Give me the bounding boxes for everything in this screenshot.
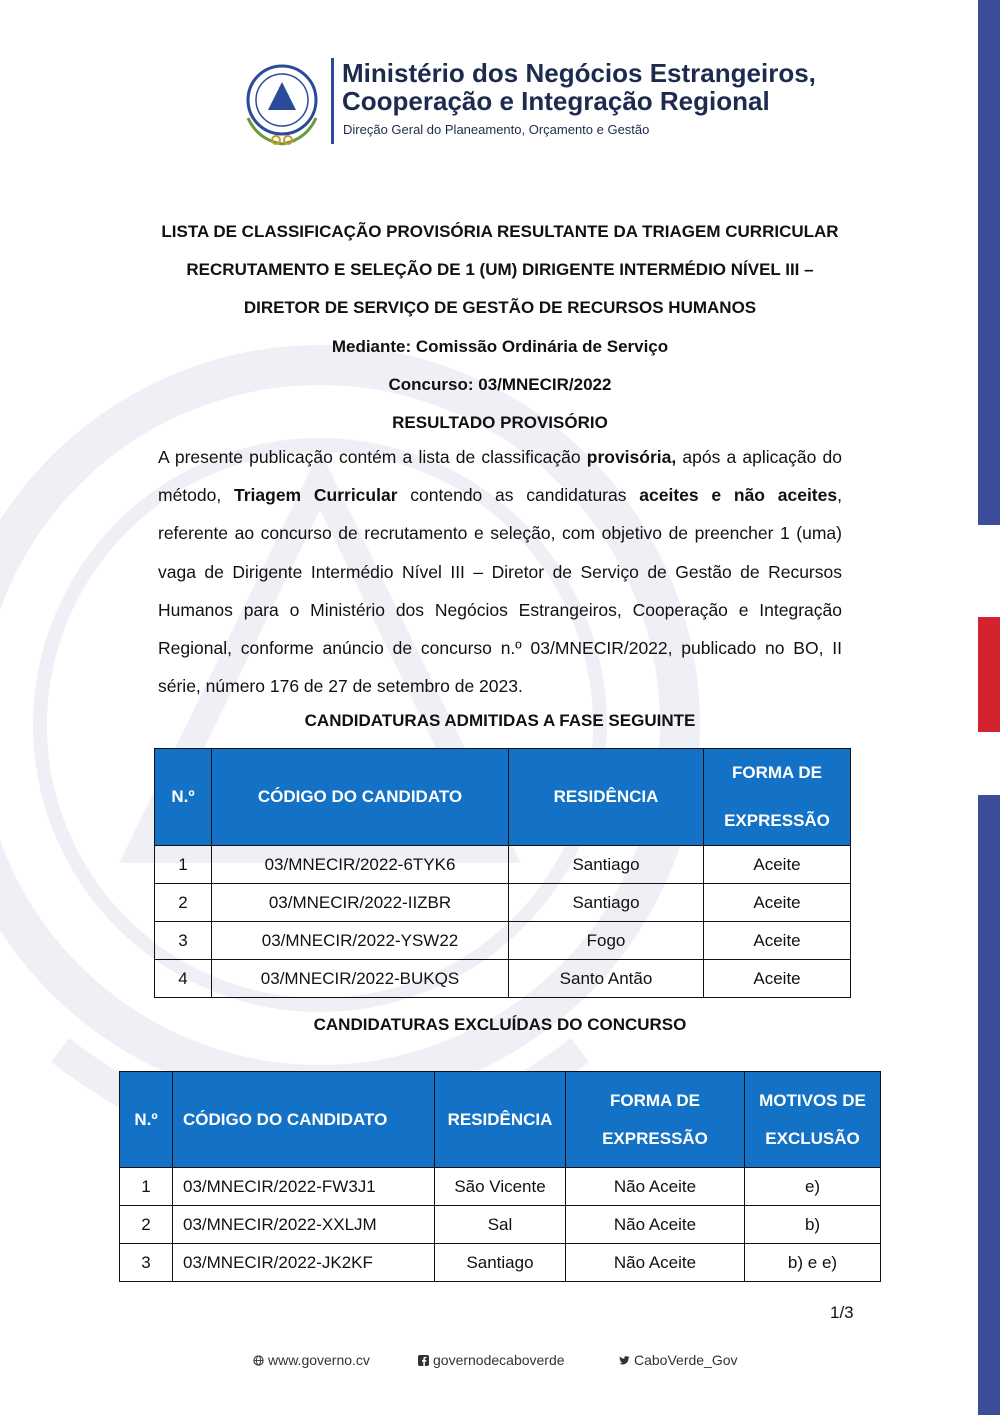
- cell-expression-form: Não Aceite: [566, 1168, 745, 1206]
- table-row: [120, 1168, 881, 1206]
- page-number: 1/3: [830, 1303, 854, 1322]
- intro-bold1: provisória,: [586, 447, 677, 467]
- table-row: [120, 1244, 881, 1282]
- facebook-icon: [418, 1355, 429, 1366]
- cell-residence: Santiago: [509, 884, 704, 922]
- title-line-4: Mediante: Comissão Ordinária de Serviço: [331, 336, 669, 356]
- cell-candidate-code: 03/MNECIR/2022-JK2KF: [173, 1244, 435, 1282]
- footer-facebook[interactable]: [418, 1352, 565, 1368]
- cell-candidate-code: 03/MNECIR/2022-XXLJM: [173, 1206, 435, 1244]
- cell-expression-form: Aceite: [704, 846, 851, 884]
- column-header-candidate-code: CÓDIGO DO CANDIDATO: [212, 749, 509, 846]
- twitter-icon: [619, 1355, 630, 1366]
- column-header-exclusion-reasons: MOTIVOS DE EXCLUSÃO: [745, 1072, 881, 1168]
- table-row: [155, 922, 851, 960]
- cell-residence: Fogo: [509, 922, 704, 960]
- cell-candidate-code: 03/MNECIR/2022-6TYK6: [212, 846, 509, 884]
- cell-residence: São Vicente: [435, 1168, 566, 1206]
- ministry-name-line2: Cooperação e Integração Regional: [342, 86, 770, 116]
- cell-residence: Sal: [435, 1206, 566, 1244]
- column-header-expression-form: FORMA DE EXPRESSÃO: [566, 1072, 745, 1168]
- side-bar-blue-bottom: [978, 795, 1000, 1415]
- cell-exclusion-reasons: e): [745, 1168, 881, 1206]
- excluded-table: [119, 1071, 881, 1282]
- title-line-6: RESULTADO PROVISÓRIO: [392, 412, 608, 432]
- directorate-name: Direção Geral do Planeamento, Orçamento e Gestão: [343, 122, 650, 137]
- title-line-3: DIRETOR DE SERVIÇO DE GESTÃO DE RECURSOS HUMANOS: [243, 298, 757, 318]
- header-divider: [331, 58, 334, 144]
- footer-website[interactable]: [253, 1352, 370, 1368]
- excluded-section-title: CANDIDATURAS EXCLUÍDAS DO CONCURSO: [313, 1015, 687, 1034]
- footer-facebook-text: governodecaboverde: [433, 1352, 565, 1368]
- column-header-residence: RESIDÊNCIA: [435, 1072, 566, 1168]
- ministry-name: [342, 59, 862, 115]
- intro-part1: A presente publicação contém a lista de classificação: [158, 447, 587, 467]
- cell-number: 1: [120, 1168, 173, 1206]
- ministry-name-line1: Ministério dos Negócios Estrangeiros,: [342, 58, 816, 88]
- title-line-1: LISTA DE CLASSIFICAÇÃO PROVISÓRIA RESULTANTE DA TRIAGEM CURRICULAR: [161, 222, 839, 241]
- footer-twitter-text: CaboVerde_Gov: [634, 1352, 738, 1368]
- intro-paragraph: [158, 438, 842, 705]
- coat-of-arms-icon: [236, 58, 328, 150]
- table-row: [120, 1206, 881, 1244]
- cell-candidate-code: 03/MNECIR/2022-YSW22: [212, 922, 509, 960]
- intro-part2: após a aplicação do método,: [158, 447, 842, 506]
- cell-number: 2: [120, 1206, 173, 1244]
- intro-bold3: aceites e não aceites: [639, 485, 838, 506]
- title-line-2: RECRUTAMENTO E SELEÇÃO DE 1 (UM) DIRIGENTE INTERMÉDIO NÍVEL III –: [186, 260, 814, 280]
- admitted-table: [154, 748, 851, 998]
- cell-exclusion-reasons: b) e e): [745, 1244, 881, 1282]
- cell-expression-form: Não Aceite: [566, 1206, 745, 1244]
- intro-part3: contendo as candidaturas: [397, 485, 640, 506]
- intro-bold2: Triagem Curricular: [234, 485, 398, 506]
- cell-expression-form: Aceite: [704, 922, 851, 960]
- cell-number: 2: [155, 884, 212, 922]
- document-title: [150, 213, 850, 442]
- cell-residence: Santo Antão: [509, 960, 704, 998]
- column-header-number: N.º: [155, 749, 212, 846]
- table-row: [155, 884, 851, 922]
- cell-number: 3: [155, 922, 212, 960]
- table-row: [155, 960, 851, 998]
- table-row: [155, 846, 851, 884]
- footer-twitter[interactable]: [619, 1352, 738, 1368]
- cell-expression-form: Aceite: [704, 960, 851, 998]
- cell-exclusion-reasons: b): [745, 1206, 881, 1244]
- cell-residence: Santiago: [435, 1244, 566, 1282]
- title-line-5: Concurso: 03/MNECIR/2022: [388, 374, 612, 394]
- cell-expression-form: Não Aceite: [566, 1244, 745, 1282]
- intro-part4: , referente ao concurso de recrutamento e seleção, com objetivo de preencher 1 (uma) vaga de Dirigente Intermédio Nível III – Diretor de Serviço de Gestão de Recursos Humanos para o Ministério dos Negócios Estrangeiros, Cooperação e Integração Regional, conforme anúncio de concurso n.º 03/MNECIR/2022, publicado no BO, II série, número 176 de 27 de setembro de 2023.: [158, 485, 842, 697]
- column-header-number: N.º: [120, 1072, 173, 1168]
- cell-number: 4: [155, 960, 212, 998]
- cell-candidate-code: 03/MNECIR/2022-BUKQS: [212, 960, 509, 998]
- letterhead: [236, 55, 856, 145]
- cell-expression-form: Aceite: [704, 884, 851, 922]
- side-bar-red: [978, 617, 1000, 732]
- cell-candidate-code: 03/MNECIR/2022-IIZBR: [212, 884, 509, 922]
- cell-candidate-code: 03/MNECIR/2022-FW3J1: [173, 1168, 435, 1206]
- admitted-section-title: CANDIDATURAS ADMITIDAS A FASE SEGUINTE: [304, 711, 696, 730]
- cell-number: 3: [120, 1244, 173, 1282]
- table-header-row: [155, 749, 851, 846]
- side-bar-blue-top: [978, 0, 1000, 525]
- table-header-row: [120, 1072, 881, 1168]
- column-header-candidate-code: CÓDIGO DO CANDIDATO: [173, 1072, 435, 1168]
- globe-icon: [253, 1355, 264, 1366]
- column-header-expression-form: FORMA DE EXPRESSÃO: [704, 749, 851, 846]
- cell-number: 1: [155, 846, 212, 884]
- column-header-residence: RESIDÊNCIA: [509, 749, 704, 846]
- cell-residence: Santiago: [509, 846, 704, 884]
- footer-website-text: www.governo.cv: [268, 1352, 370, 1368]
